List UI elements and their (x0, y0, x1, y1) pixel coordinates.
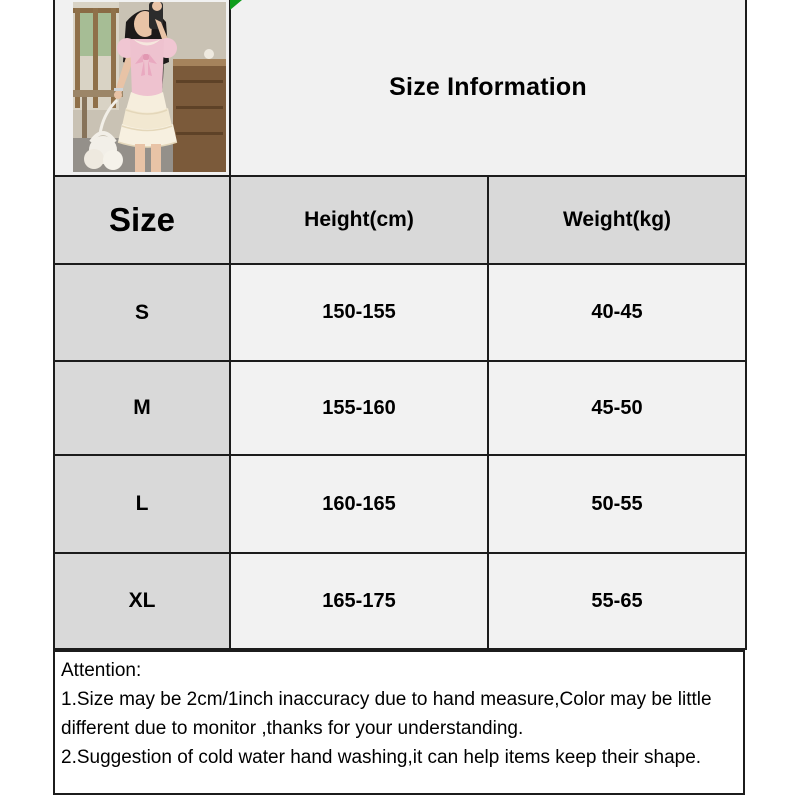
height-value-xl: 165-175 (230, 553, 488, 649)
size-label-xl: XL (54, 553, 230, 649)
size-label-s: S (54, 264, 230, 361)
column-header-weight: Weight(kg) (488, 176, 746, 264)
attention-line-1: 1.Size may be 2cm/1inch inaccuracy due to hand measure,Color may be little (61, 689, 712, 710)
green-corner-marker-icon (230, 0, 242, 10)
column-header-height: Height(cm) (230, 176, 488, 264)
column-header-size: Size (54, 176, 230, 264)
size-information-header-cell (230, 0, 746, 176)
size-label-m: M (54, 361, 230, 455)
weight-value-m: 45-50 (488, 361, 746, 455)
weight-value-l: 50-55 (488, 455, 746, 553)
table-header-row (54, 176, 746, 264)
size-label-l: L (54, 455, 230, 553)
attention-line-3: 2.Suggestion of cold water hand washing,it can help items keep their shape. (61, 747, 702, 768)
size-table (53, 0, 747, 650)
height-value-m: 155-160 (230, 361, 488, 455)
height-value-l: 160-165 (230, 455, 488, 553)
table-row-l (54, 455, 746, 553)
weight-value-xl: 55-65 (488, 553, 746, 649)
table-row-s (54, 264, 746, 361)
table-row-m (54, 361, 746, 455)
product-photo (73, 2, 226, 172)
attention-title: Attention: (61, 660, 142, 681)
product-photo-cell (54, 0, 230, 176)
table-row-xl (54, 553, 746, 649)
size-information-title: Size Information (389, 73, 587, 101)
attention-line-2: different due to monitor ,thanks for your understanding. (61, 718, 524, 739)
height-value-s: 150-155 (230, 264, 488, 361)
top-row (54, 0, 746, 176)
weight-value-s: 40-45 (488, 264, 746, 361)
attention-note-box (53, 650, 745, 795)
size-chart-sheet (53, 0, 745, 795)
